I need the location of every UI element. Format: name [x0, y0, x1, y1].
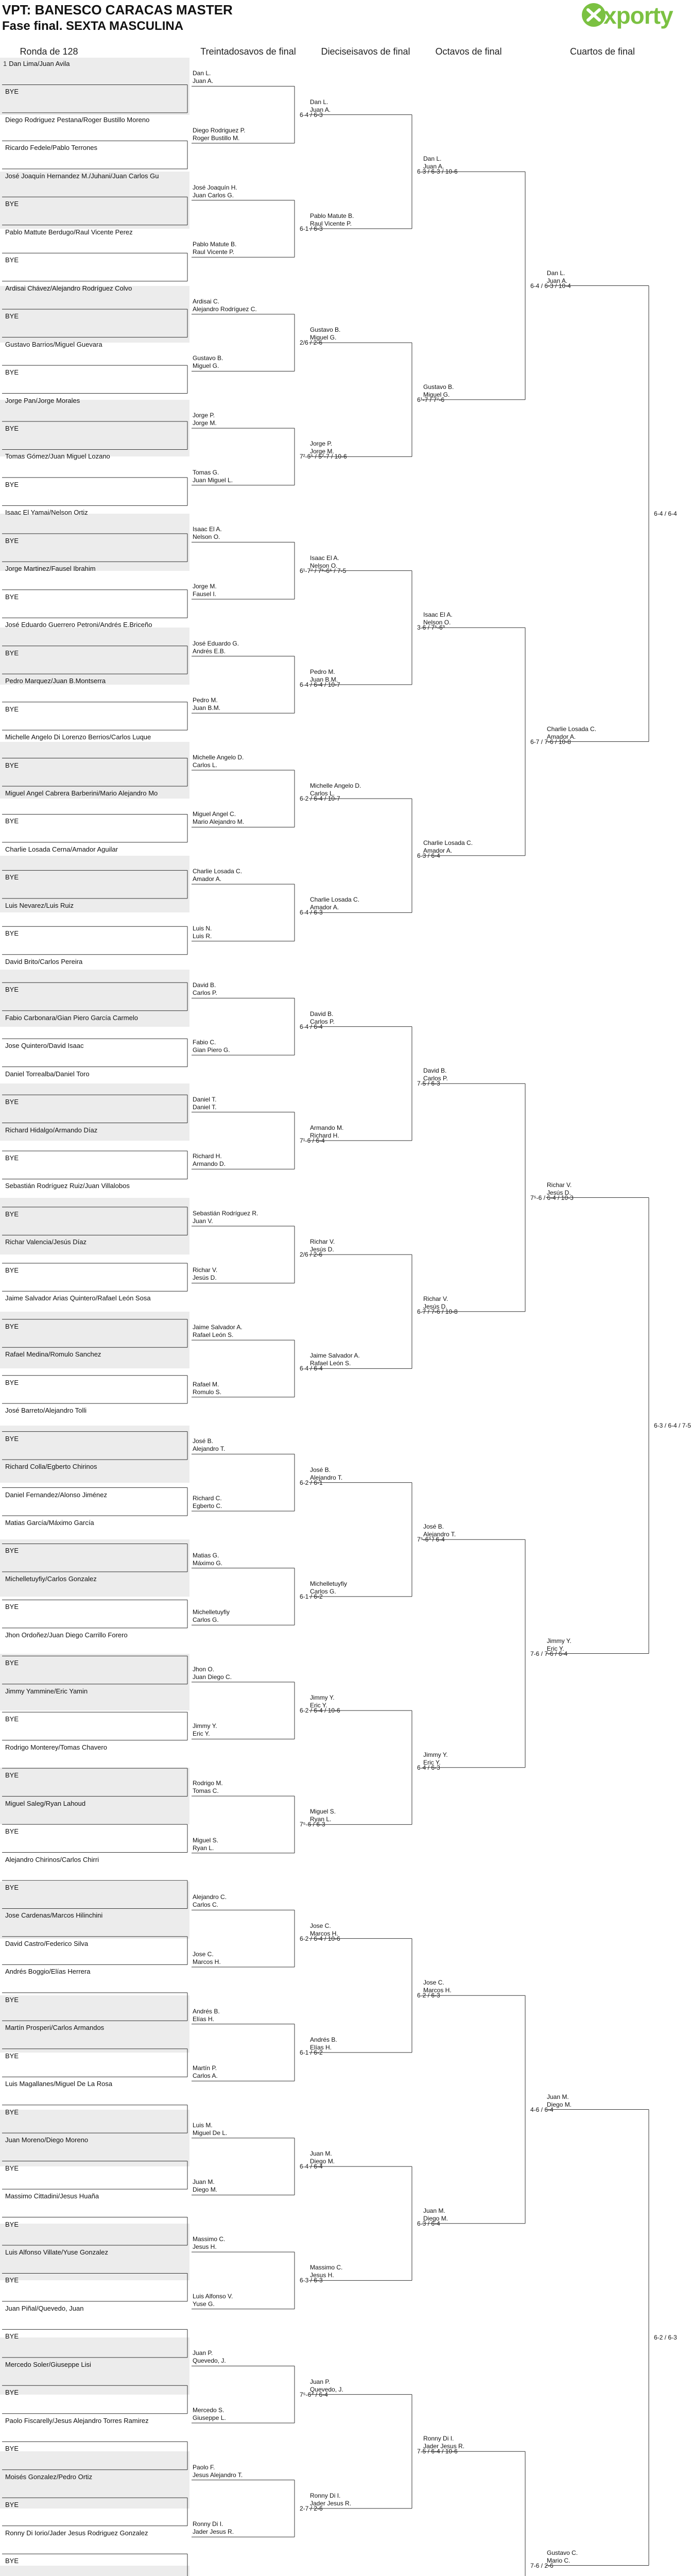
advanced-team[interactable]: Michelle Angelo D. Carlos L.: [310, 782, 361, 798]
match-score: 6-1 / 6-2: [300, 1592, 323, 1600]
xporty-logo[interactable]: [582, 1, 673, 32]
match-score: 6-3 / 6-3: [300, 2277, 323, 2284]
advanced-team[interactable]: Massimo C. Jesus H.: [310, 2264, 343, 2279]
team-name: Jorge Martinez/Fausel Ibrahim: [5, 565, 96, 573]
team-name: Matias García/Máximo García: [5, 1519, 94, 1527]
team-name: BYE: [5, 1378, 19, 1386]
match-score: 7⁵-6³ / 6-4: [417, 1536, 445, 1544]
team-name: BYE: [5, 368, 19, 377]
advanced-team[interactable]: David B. Carlos P.: [193, 981, 217, 997]
match-score: 6-7 / 7-6 / 10-8: [417, 1308, 458, 1315]
advanced-team[interactable]: Jimmy Y. Eric Y.: [310, 1694, 335, 1709]
advanced-team[interactable]: Massimo C. Jesus H.: [193, 2235, 226, 2251]
match-score: 7-6 / 7-6 / 6-4: [530, 1650, 568, 1657]
advanced-team[interactable]: Luis N. Luis R.: [193, 924, 212, 940]
team-name: Jorge Pan/Jorge Morales: [5, 396, 80, 404]
advanced-team[interactable]: Jorge M. Fausel I.: [193, 582, 217, 598]
match-score: 6-4 / 6-4: [654, 510, 677, 517]
team-name: Jose Cardenas/Marcos Hilinchini: [5, 1911, 103, 1920]
advanced-team[interactable]: Alejandro C. Carlos C.: [193, 1893, 227, 1909]
match-score: 6-2 / 6-4 / 10-6: [300, 1935, 340, 1942]
team-name: José Barreto/Alejandro Tolli: [5, 1406, 87, 1415]
advanced-team[interactable]: Gustavo B. Miguel G.: [423, 383, 454, 398]
team-name: BYE: [5, 1266, 19, 1274]
team-name: BYE: [5, 1154, 19, 1162]
team-name: Luis Nevarez/Luis Ruiz: [5, 901, 74, 909]
advanced-team[interactable]: Jhon O. Juan Diego C.: [193, 1665, 232, 1681]
match-score: 6-4 / 6-4: [300, 1365, 323, 1372]
team-name: Charlie Losada Cerna/Amador Aguilar: [5, 845, 118, 853]
match-score: 7⁵-6 / 6-3: [300, 1821, 325, 1828]
team-name: BYE: [5, 705, 19, 713]
advanced-team[interactable]: Ardisai C. Alejandro Rodríguez C.: [193, 297, 257, 313]
team-name: Alejandro Chirinos/Carlos Chirri: [5, 1855, 99, 1863]
match-score: 6-4 / 6-3: [300, 111, 323, 118]
match-score: 7⁵-6 / 6-4 / 10-3: [530, 1194, 574, 1201]
round-header-64: Treintadosavos de final: [200, 46, 296, 57]
team-name: Richar Valencia/Jesús Díaz: [5, 1238, 87, 1246]
advanced-team[interactable]: Charlie Losada C. Amador A.: [423, 839, 473, 854]
team-name: Luis Magallanes/Miguel De La Rosa: [5, 2080, 113, 2088]
advanced-team[interactable]: Pablo Matute B. Raul Vicente P.: [310, 212, 354, 227]
match-score: 2-7 / 2-6: [300, 2504, 323, 2512]
team-name: Juan Piñal/Quevedo, Juan: [5, 2304, 84, 2312]
advanced-team[interactable]: Richar V. Jesús D.: [547, 1181, 572, 1196]
advanced-team[interactable]: Isaac El A. Nelson O.: [310, 554, 339, 569]
team-name: Sebastián Rodríguez Ruiz/Juan Villalobos: [5, 1182, 130, 1190]
team-name: BYE: [5, 425, 19, 432]
team-name: BYE: [5, 761, 19, 769]
team-name: BYE: [5, 873, 19, 882]
advanced-team[interactable]: Rafael M. Romulo S.: [193, 1380, 222, 1396]
advanced-team[interactable]: Miguel S. Ryan L.: [193, 1836, 219, 1852]
team-name: Rafael Medina/Romulo Sanchez: [5, 1350, 101, 1359]
advanced-team[interactable]: Daniel T. Daniel T.: [193, 1095, 217, 1111]
team-name: BYE: [5, 2445, 19, 2453]
team-name: Gustavo Barrios/Miguel Guevara: [5, 340, 102, 348]
team-name: Andrés Boggio/Elías Herrera: [5, 1968, 91, 1976]
team-name: BYE: [5, 480, 19, 488]
round-header-128: Ronda de 128: [20, 46, 78, 57]
team-name: Jhon Ordoñez/Juan Diego Carrillo Forero: [5, 1631, 128, 1639]
team-name: BYE: [5, 929, 19, 938]
advanced-team[interactable]: Isaac El A. Nelson O.: [423, 611, 453, 626]
advanced-team[interactable]: Richar V. Jesús D.: [193, 1266, 218, 1282]
advanced-team[interactable]: David B. Carlos P.: [310, 1010, 335, 1025]
xporty-logo-icon: [582, 3, 606, 27]
advanced-team[interactable]: Andrés B. Elías H.: [310, 2036, 337, 2051]
advanced-team[interactable]: José Joaquín H. Juan Carlos G.: [193, 183, 237, 199]
match-score: 6-2 / 6-3: [417, 1992, 440, 1999]
advanced-team[interactable]: Sebastián Rodríguez R. Juan V.: [193, 1209, 258, 1225]
team-name: Jose Quintero/David Isaac: [5, 1042, 84, 1050]
team-name: BYE: [5, 2108, 19, 2116]
team-name: Isaac El Yamai/Nelson Ortiz: [5, 509, 88, 517]
team-name: Diego Rodriguez Pestana/Roger Bustillo Moreno: [5, 115, 150, 124]
match-score: 7¹-6 / 6-4: [300, 1137, 325, 1144]
team-name: BYE: [5, 2164, 19, 2172]
team-name: BYE: [5, 2557, 19, 2565]
team-name: BYE: [5, 1210, 19, 1218]
xporty-logo-text: xporty: [603, 2, 673, 29]
team-name: BYE: [5, 536, 19, 545]
advanced-team[interactable]: Richard C. Egberto C.: [193, 1494, 222, 1510]
match-score: 7⁵-6⁴ / 6-4: [300, 2391, 328, 2398]
advanced-team[interactable]: Tomas G. Juan Miguel L.: [193, 468, 233, 484]
round-header-8: Cuartos de final: [569, 46, 635, 57]
advanced-team[interactable]: Charlie Losada C. Amador A.: [193, 868, 243, 883]
advanced-team[interactable]: Michelle Angelo D. Carlos L.: [193, 753, 244, 769]
advanced-team[interactable]: Rodrigo M. Tomas C.: [193, 1780, 223, 1795]
advanced-team[interactable]: David B. Carlos P.: [423, 1067, 448, 1082]
round-header-32: Dieciseisavos de final: [321, 46, 410, 57]
advanced-team[interactable]: Ronny Di I. Jader Jesus R.: [193, 2520, 234, 2536]
advanced-team[interactable]: Fabio C. Gian Piero G.: [193, 1038, 230, 1054]
bracket-lines: [0, 58, 659, 2576]
team-name: BYE: [5, 1995, 19, 2004]
advanced-team[interactable]: Gustavo B. Miguel G.: [193, 354, 223, 370]
advanced-team[interactable]: Jose C. Marcos H.: [423, 1979, 452, 1994]
advanced-team[interactable]: Ronny Di I. Jader Jesus R.: [423, 2435, 465, 2450]
match-score: 6-1 / 6-3: [300, 225, 323, 232]
team-name: Miguel Angel Cabrera Barberini/Mario Alejandro Mo: [5, 789, 158, 797]
advanced-team[interactable]: Jimmy Y. Eric Y.: [547, 1637, 572, 1652]
team-name: BYE: [5, 2501, 19, 2509]
team-name: BYE: [5, 2332, 19, 2341]
round-header-16: Octavos de final: [435, 46, 502, 57]
advanced-team[interactable]: Martín P. Carlos A.: [193, 2064, 218, 2080]
match-score: 6-4 / 6-4: [300, 2163, 323, 2171]
match-score: 3-6 / 7⁵-6³: [417, 624, 445, 632]
team-name: BYE: [5, 1322, 19, 1330]
match-score: 7-5 / 6-3: [417, 1080, 440, 1088]
team-name: Daniel Fernandez/Alonso Jiménez: [5, 1490, 107, 1499]
team-name: Mercedo Soler/Giuseppe Lisi: [5, 2360, 91, 2368]
team-name: BYE: [5, 1603, 19, 1611]
team-name: Paolo Fiscarelly/Jesus Alejandro Torres Ramirez: [5, 2416, 149, 2425]
advanced-team[interactable]: Juan M. Diego M.: [310, 2150, 335, 2165]
advanced-team[interactable]: Michelletuyfiy Carlos G.: [193, 1608, 230, 1624]
advanced-team[interactable]: Gustavo C. Mario C.: [547, 2549, 578, 2564]
bracket: [0, 58, 691, 2576]
advanced-team[interactable]: Armando M. Richard H.: [310, 1124, 344, 1139]
advanced-team[interactable]: Diego Rodriguez P. Roger Bustillo M.: [193, 126, 246, 142]
advanced-team[interactable]: Charlie Losada C. Amador A.: [547, 725, 597, 740]
team-name: BYE: [5, 986, 19, 994]
advanced-team[interactable]: Luis M. Miguel De L.: [193, 2121, 228, 2137]
match-score: 6-4 / 6-4: [300, 1023, 323, 1030]
team-name: Jimmy Yammine/Eric Yamin: [5, 1687, 88, 1695]
advanced-team[interactable]: Dan L. Juan A.: [423, 155, 444, 171]
advanced-team[interactable]: Gustavo B. Miguel G.: [310, 326, 341, 342]
advanced-team[interactable]: Richard H. Armando D.: [193, 1153, 226, 1168]
round-headers: [0, 45, 659, 58]
match-score: 7²-6⁵ / 5²-7 / 10-6: [300, 453, 347, 461]
advanced-team[interactable]: Pedro M. Juan B.M.: [193, 697, 221, 712]
advanced-team[interactable]: Pablo Matute B. Raul Vicente P.: [193, 241, 237, 256]
team-name: Tomas Gómez/Juan Miguel Lozano: [5, 452, 110, 461]
match-score: 6-2 / 6-4 / 10-7: [300, 795, 340, 803]
match-score: 6-2 / 6-1: [300, 1479, 323, 1486]
match-score: 6-4 / 6-4 / 10-7: [300, 681, 340, 688]
advanced-team[interactable]: Andrés B. Elías H.: [193, 2007, 220, 2023]
team-name: BYE: [5, 649, 19, 657]
team-name: David Brito/Carlos Pereira: [5, 957, 83, 965]
advanced-team[interactable]: Charlie Losada C. Amador A.: [310, 896, 360, 911]
advanced-team[interactable]: Jose C. Marcos H.: [193, 1950, 221, 1965]
match-score: 6-3 / 6-4: [417, 2219, 440, 2227]
team-name: BYE: [5, 1884, 19, 1891]
advanced-team[interactable]: Jimmy Y. Eric Y.: [193, 1722, 217, 1738]
match-score: 6-2 / 6-3: [654, 2334, 677, 2341]
match-score: 6-3 / 6-4 / 7-5: [654, 1422, 691, 1429]
team-name: José Eduardo Guerrero Petroni/Andrés E.Briceño: [5, 621, 152, 629]
advanced-team[interactable]: Matias G. Máximo G.: [193, 1551, 223, 1567]
advanced-team[interactable]: Mercedo S. Giuseppe L.: [193, 2406, 226, 2421]
team-name: BYE: [5, 1098, 19, 1106]
advanced-team[interactable]: José B. Alejandro T.: [310, 1466, 343, 1481]
team-name: Ardisai Chávez/Alejandro Rodríguez Colvo: [5, 284, 132, 292]
team-name: Massimo Cittadini/Jesus Huaña: [5, 2192, 99, 2200]
page-header: [0, 0, 673, 45]
team-name: Miguel Saleg/Ryan Lahoud: [5, 1799, 86, 1807]
team-name: BYE: [5, 1547, 19, 1555]
team-name: Moisés Gonzalez/Pedro Ortiz: [5, 2472, 93, 2481]
team-name: Pedro Marquez/Juan B.Montserra: [5, 677, 106, 685]
team-name: BYE: [5, 2052, 19, 2060]
advanced-team[interactable]: Richar V. Jesús D.: [423, 1295, 448, 1310]
match-score: 6-3 / 6-3 / 10-6: [417, 168, 458, 176]
match-score: 6-1 / 6-2: [300, 2048, 323, 2056]
advanced-team[interactable]: Juan M. Diego M.: [193, 2178, 218, 2194]
team-name: Rodrigo Monterey/Tomas Chavero: [5, 1743, 107, 1751]
advanced-team[interactable]: Jaime Salvador A. Rafael León S.: [193, 1324, 243, 1339]
team-name: Fabio Carbonara/Gian Piero García Carmelo: [5, 1013, 138, 1022]
match-score: 4-6 / 6-4: [530, 2106, 554, 2113]
team-name: Luis Alfonso Villate/Yuse Gonzalez: [5, 2248, 108, 2256]
match-score: 6¹-7⁷ / 7⁵-6⁵ / 7-5: [300, 567, 347, 574]
match-score: 6-3 / 6-4: [417, 852, 440, 859]
match-score: 2/6 / 2-6: [300, 339, 323, 347]
advanced-team[interactable]: José B. Alejandro T.: [193, 1437, 226, 1453]
team-name: BYE: [5, 1771, 19, 1780]
team-name: José Joaquín Hernandez M./Juhani/Juan Carlos Gu: [5, 172, 159, 180]
match-score: 2/6 / 2-6: [300, 1251, 323, 1259]
advanced-team[interactable]: Luis Alfonso V. Yuse G.: [193, 2292, 233, 2308]
advanced-team[interactable]: Jose C. Marcos H.: [310, 1922, 338, 1937]
team-name: BYE: [5, 1715, 19, 1723]
team-name: Pablo Mattute Berdugo/Raul Vicente Perez: [5, 228, 133, 236]
team-name: Michelletuyfiy/Carlos Gonzalez: [5, 1574, 97, 1583]
advanced-team[interactable]: José B. Alejandro T.: [423, 1523, 456, 1538]
advanced-team[interactable]: Jorge P. Jorge M.: [193, 412, 217, 427]
team-name: Richard Colla/Egberto Chirinos: [5, 1463, 97, 1471]
page-subtitle: Fase final. SEXTA MASCULINA: [2, 19, 184, 33]
advanced-team[interactable]: Dan L. Juan A.: [547, 269, 568, 284]
team-name: BYE: [5, 88, 19, 96]
match-score: 6-2 / 6-4 / 10-6: [300, 1707, 340, 1715]
advanced-team[interactable]: Dan L. Juan A.: [310, 98, 331, 113]
page-title: VPT: BANESCO CARACAS MASTER: [2, 2, 233, 18]
team-name: Jaime Salvador Arias Quintero/Rafael León Sosa: [5, 1294, 151, 1302]
team-name: Ricardo Fedele/Pablo Terrones: [5, 144, 97, 152]
advanced-team[interactable]: Jaime Salvador A. Rafael León S.: [310, 1352, 360, 1367]
match-score: 6¹-7 / 7⁷-6: [417, 396, 445, 403]
team-name: Martín Prosperi/Carlos Armandos: [5, 2024, 105, 2032]
advanced-team[interactable]: Richar V. Jesús D.: [310, 1238, 335, 1253]
team-name: Ronny Di Iorio/Jader Jesus Rodriguez Gonzalez: [5, 2529, 148, 2537]
match-score: 7-5 / 6-4 / 10-6: [417, 2448, 458, 2455]
team-name: BYE: [5, 1434, 19, 1443]
advanced-team[interactable]: Juan P. Quevedo, J.: [310, 2378, 343, 2393]
team-name: Michelle Angelo Di Lorenzo Berrios/Carlos Luque: [5, 733, 151, 741]
team-name: BYE: [5, 256, 19, 264]
seed-number: 1: [3, 60, 7, 67]
team-name: Juan Moreno/Diego Moreno: [5, 2136, 89, 2144]
advanced-team[interactable]: Isaac El A. Nelson O.: [193, 526, 222, 541]
team-name: BYE: [5, 817, 19, 825]
team-name: BYE: [5, 592, 19, 601]
team-name: BYE: [5, 2220, 19, 2228]
team-name: BYE: [5, 312, 19, 320]
match-score: 7-6 / 2-6: [530, 2562, 554, 2569]
advanced-team[interactable]: Paolo F. Jesus Alejandro T.: [193, 2463, 243, 2479]
match-score: 6-4 / 6-3: [417, 1764, 440, 1771]
advanced-team[interactable]: Pedro M. Juan B.M.: [310, 668, 338, 683]
team-name: David Castro/Federico Silva: [5, 1939, 89, 1947]
team-name: BYE: [5, 2276, 19, 2284]
team-name: BYE: [5, 200, 19, 208]
advanced-team[interactable]: Dan L. Juan A.: [193, 70, 214, 85]
match-score: 6-7 / 7-6 / 10-8: [530, 738, 571, 745]
advanced-team[interactable]: Jimmy Y. Eric Y.: [423, 1751, 448, 1766]
advanced-team[interactable]: Michelletuyfiy Carlos G.: [310, 1580, 348, 1595]
team-name: Richard Hidalgo/Armando Díaz: [5, 1126, 98, 1134]
advanced-team[interactable]: Juan P. Quevedo, J.: [193, 2349, 226, 2365]
advanced-team[interactable]: Juan M. Diego M.: [547, 2093, 572, 2108]
match-score: 6-4 / 6-3 / 10-4: [530, 282, 571, 290]
advanced-team[interactable]: Miguel S. Ryan L.: [310, 1808, 336, 1823]
team-name: BYE: [5, 1659, 19, 1667]
team-name: BYE: [5, 1827, 19, 1836]
advanced-team[interactable]: José Eduardo G. Andrés E.B.: [193, 639, 239, 655]
team-name: Dan Lima/Juan Avila: [9, 60, 70, 67]
team-name: BYE: [5, 2388, 19, 2397]
advanced-team[interactable]: Miguel Angel C. Mario Alejandro M.: [193, 810, 245, 826]
advanced-team[interactable]: Jorge P. Jorge M.: [310, 440, 334, 455]
match-score: 6-4 / 6-3: [300, 909, 323, 917]
team-name: Daniel Torrealba/Daniel Toro: [5, 1070, 90, 1078]
advanced-team[interactable]: Ronny Di I. Jader Jesus R.: [310, 2492, 352, 2507]
advanced-team[interactable]: Juan M. Diego M.: [423, 2207, 448, 2222]
